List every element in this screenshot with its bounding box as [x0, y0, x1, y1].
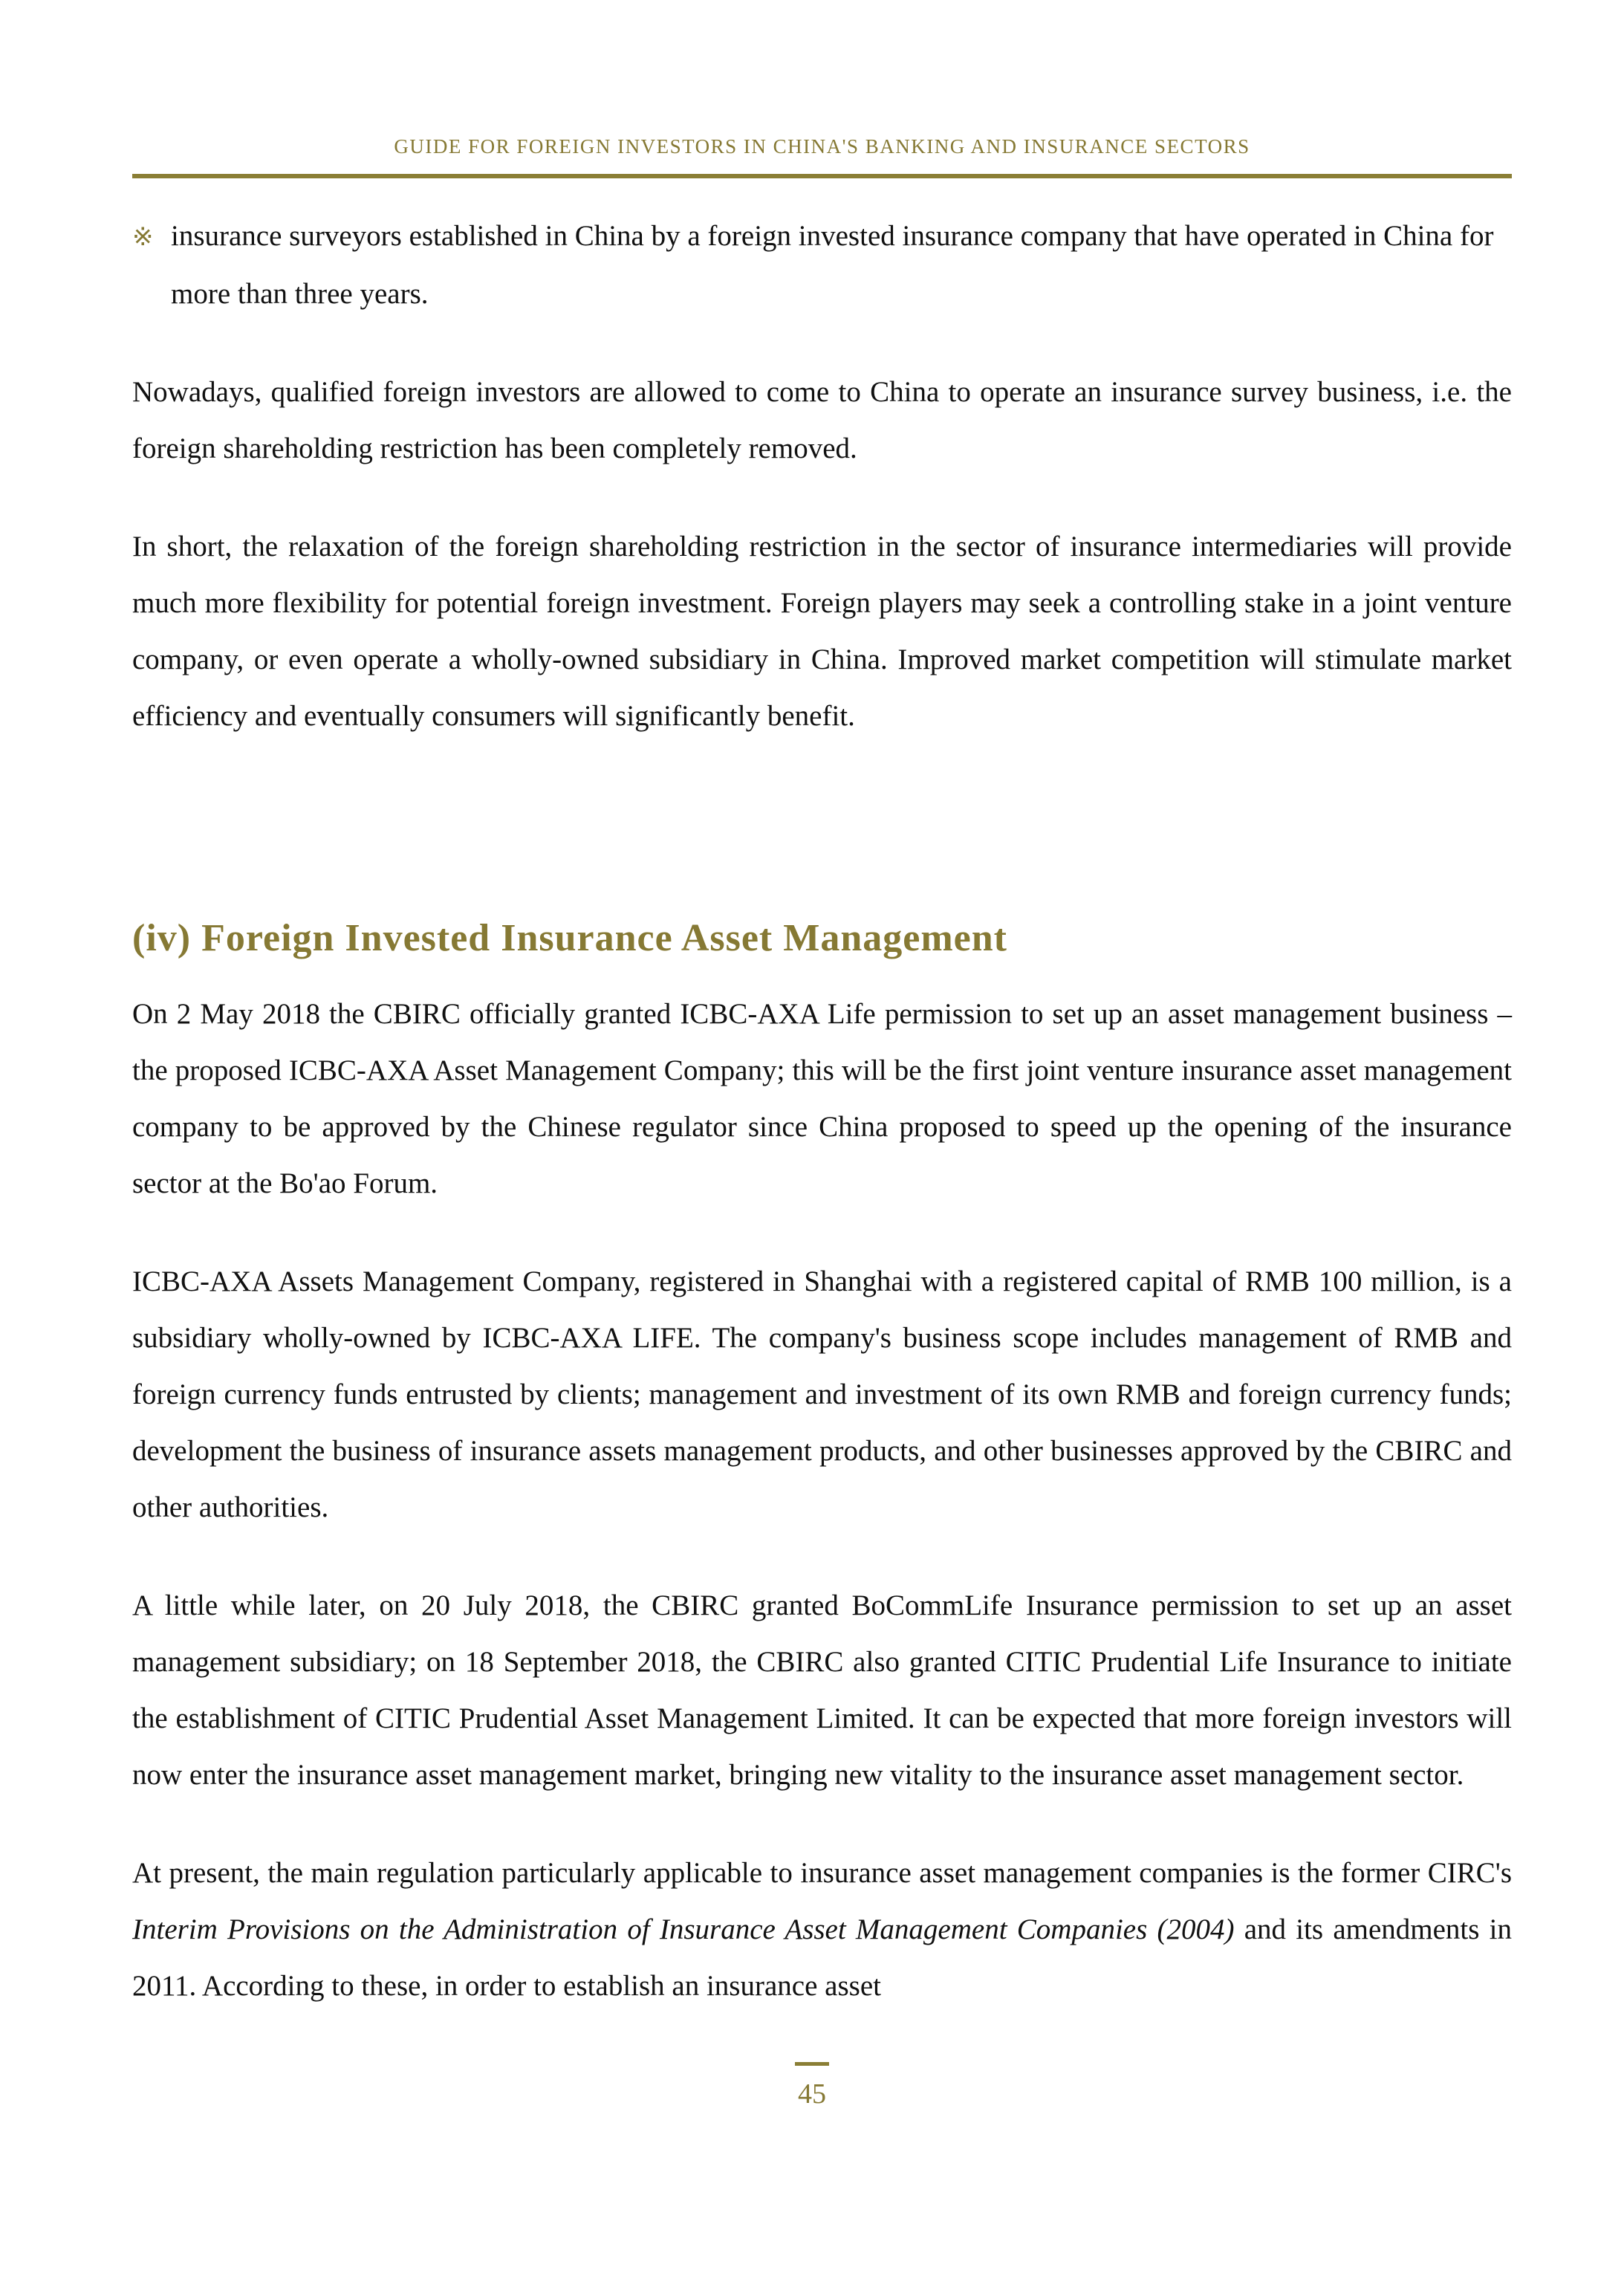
paragraph: On 2 May 2018 the CBIRC officially granted ICBC-AXA Life permission to set up an asset management business – the proposed ICBC-AXA Asset Management Company; this will be the first joint venture insurance asset management company to be approved by the Chinese regulator since China proposed to speed up the opening of the insurance sector at the Bo'ao Forum. [132, 998, 1512, 1199]
section-heading: (iv) Foreign Invested Insurance Asset Management [132, 917, 1007, 959]
paragraph: A little while later, on 20 July 2018, the CBIRC granted BoCommLife Insurance permission to set up an asset management subsidiary; on 18 September 2018, the CBIRC also granted CITIC Prudential Life Insurance to initiate the establishment of CITIC Prudential Asset Management Limited. It can be expected that more foreign investors will now enter the insurance asset management market, bringing new vitality to the insurance asset management sector. [132, 1589, 1512, 1791]
paragraph-text: and its amendments in 2011. According to these, in order to establish an insurance asset [132, 1913, 1513, 2002]
page-footer [0, 2062, 1624, 2112]
header-rule [132, 174, 1512, 178]
paragraph: In short, the relaxation of the foreign shareholding restriction in the sector of insurance intermediaries will provide much more flexibility for potential foreign investment. Foreign players may seek a controlling stake in a joint venture company, or even operate a wholly-owned subsidiary in China. Improved market competition will stimulate market efficiency and eventually consumers will significantly benefit. [132, 531, 1512, 732]
page-number: 45 [798, 2078, 826, 2110]
footer-rule [795, 2062, 829, 2066]
running-head: GUIDE FOR FOREIGN INVESTORS IN CHINA'S BANKING AND INSURANCE SECTORS [394, 135, 1250, 158]
paragraph: Nowadays, qualified foreign investors are allowed to come to China to operate an insurance survey business, i.e. the foreign shareholding restriction has been completely removed. [132, 376, 1512, 464]
bullet-text: insurance surveyors established in China by a foreign invested insurance company that have operated in China for more than three years. [171, 220, 1494, 310]
paragraph: ICBC-AXA Assets Management Company, registered in Shanghai with a registered capital of RMB 100 million, is a subsidiary wholly-owned by ICBC-AXA LIFE. The company's business scope includes management of RMB and foreign currency funds entrusted by clients; management and investment of its own RMB and foreign currency funds; development the business of insurance assets management products, and other businesses approved by the CBIRC and other authorities. [132, 1265, 1512, 1523]
page-body [0, 208, 1624, 2014]
paragraph-text: At present, the main regulation particularly applicable to insurance asset management companies is the former CIRC's [132, 1857, 1512, 1889]
reference-mark-icon: ※ [132, 224, 154, 251]
paragraph [132, 1845, 1512, 2014]
regulation-title: Interim Provisions on the Administration of Insurance Asset Management Companies (2004) [132, 1913, 1235, 1945]
bullet-item [132, 208, 1512, 322]
